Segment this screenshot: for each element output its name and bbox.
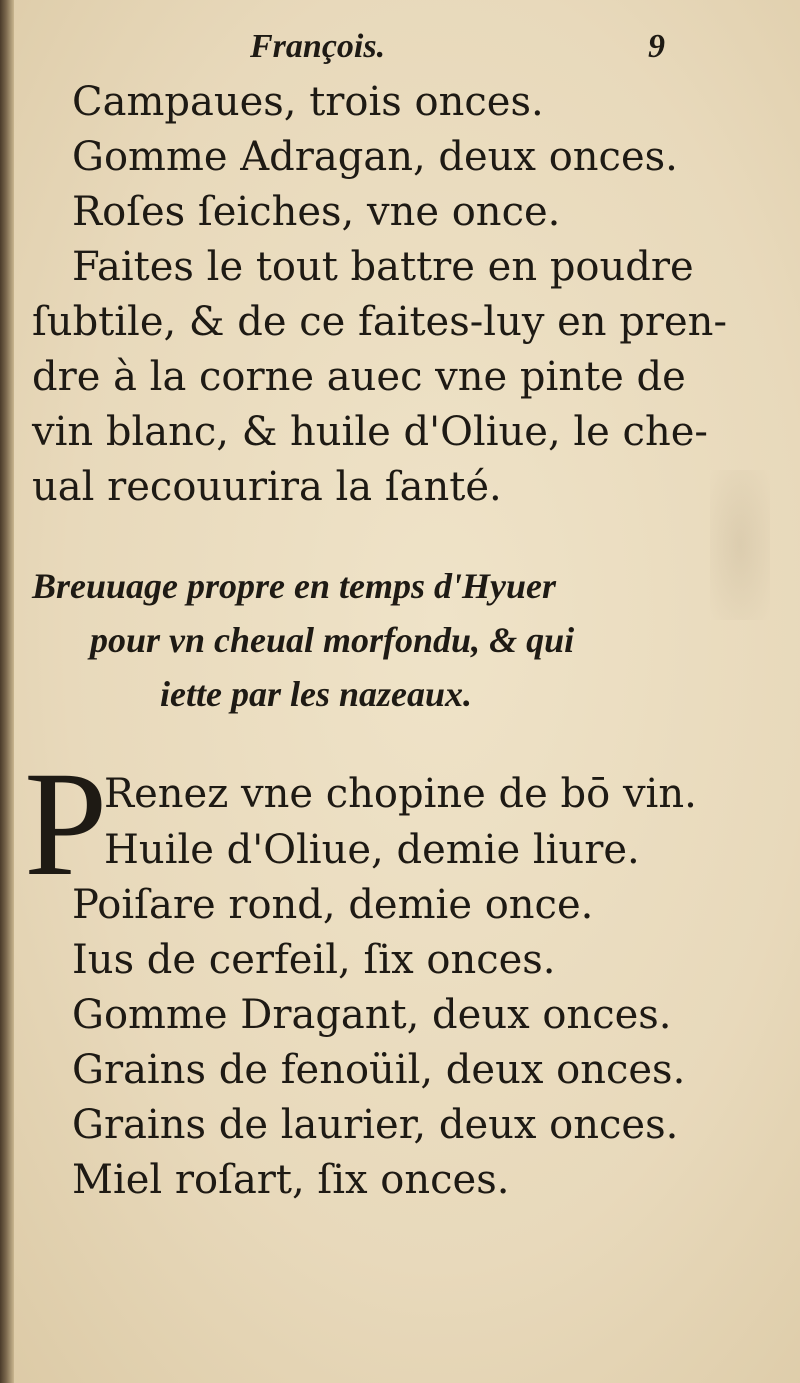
text-line: Gomme Adragan, deux onces. <box>72 134 678 180</box>
heading-line: Breuuage propre en temps d'Hyuer <box>32 566 557 606</box>
binding-gutter <box>0 0 14 1383</box>
text-line: Miel roſart, ſix onces. <box>72 1157 510 1203</box>
text-line: Roſes ſeiches, vne once. <box>72 189 561 235</box>
ink-bleed-through <box>710 470 770 620</box>
text-line: Renez vne chopine de bō vin. <box>104 771 697 817</box>
text-line: vin blanc, & huile d'Oliue, le che- <box>32 409 708 455</box>
text-line: Ius de cerfeil, ſix onces. <box>72 937 556 983</box>
text-line: Huile d'Oliue, demie liure. <box>104 827 640 873</box>
text-line: Gomme Dragant, deux onces. <box>72 992 672 1038</box>
drop-cap: P <box>24 741 108 907</box>
text-line: dre à la corne auec vne pinte de <box>32 354 686 400</box>
page-number: 9 <box>648 28 665 65</box>
text-line: ſubtile, & de ce faites-luy en pren- <box>32 299 727 345</box>
text-line: Poiſare rond, demie once. <box>72 882 594 928</box>
text-line: ual recouurira la ſanté. <box>32 464 502 510</box>
heading-line: iette par les nazeaux. <box>160 674 472 714</box>
heading-line: pour vn cheual morfondu, & qui <box>90 620 575 660</box>
text-line: Grains de laurier, deux onces. <box>72 1102 679 1148</box>
text-line: Campaues, trois onces. <box>72 79 544 125</box>
text-line: Grains de fenoüil, deux onces. <box>72 1047 686 1093</box>
text-line: Faites le tout battre en poudre <box>72 244 694 290</box>
running-head: François. <box>250 28 386 65</box>
